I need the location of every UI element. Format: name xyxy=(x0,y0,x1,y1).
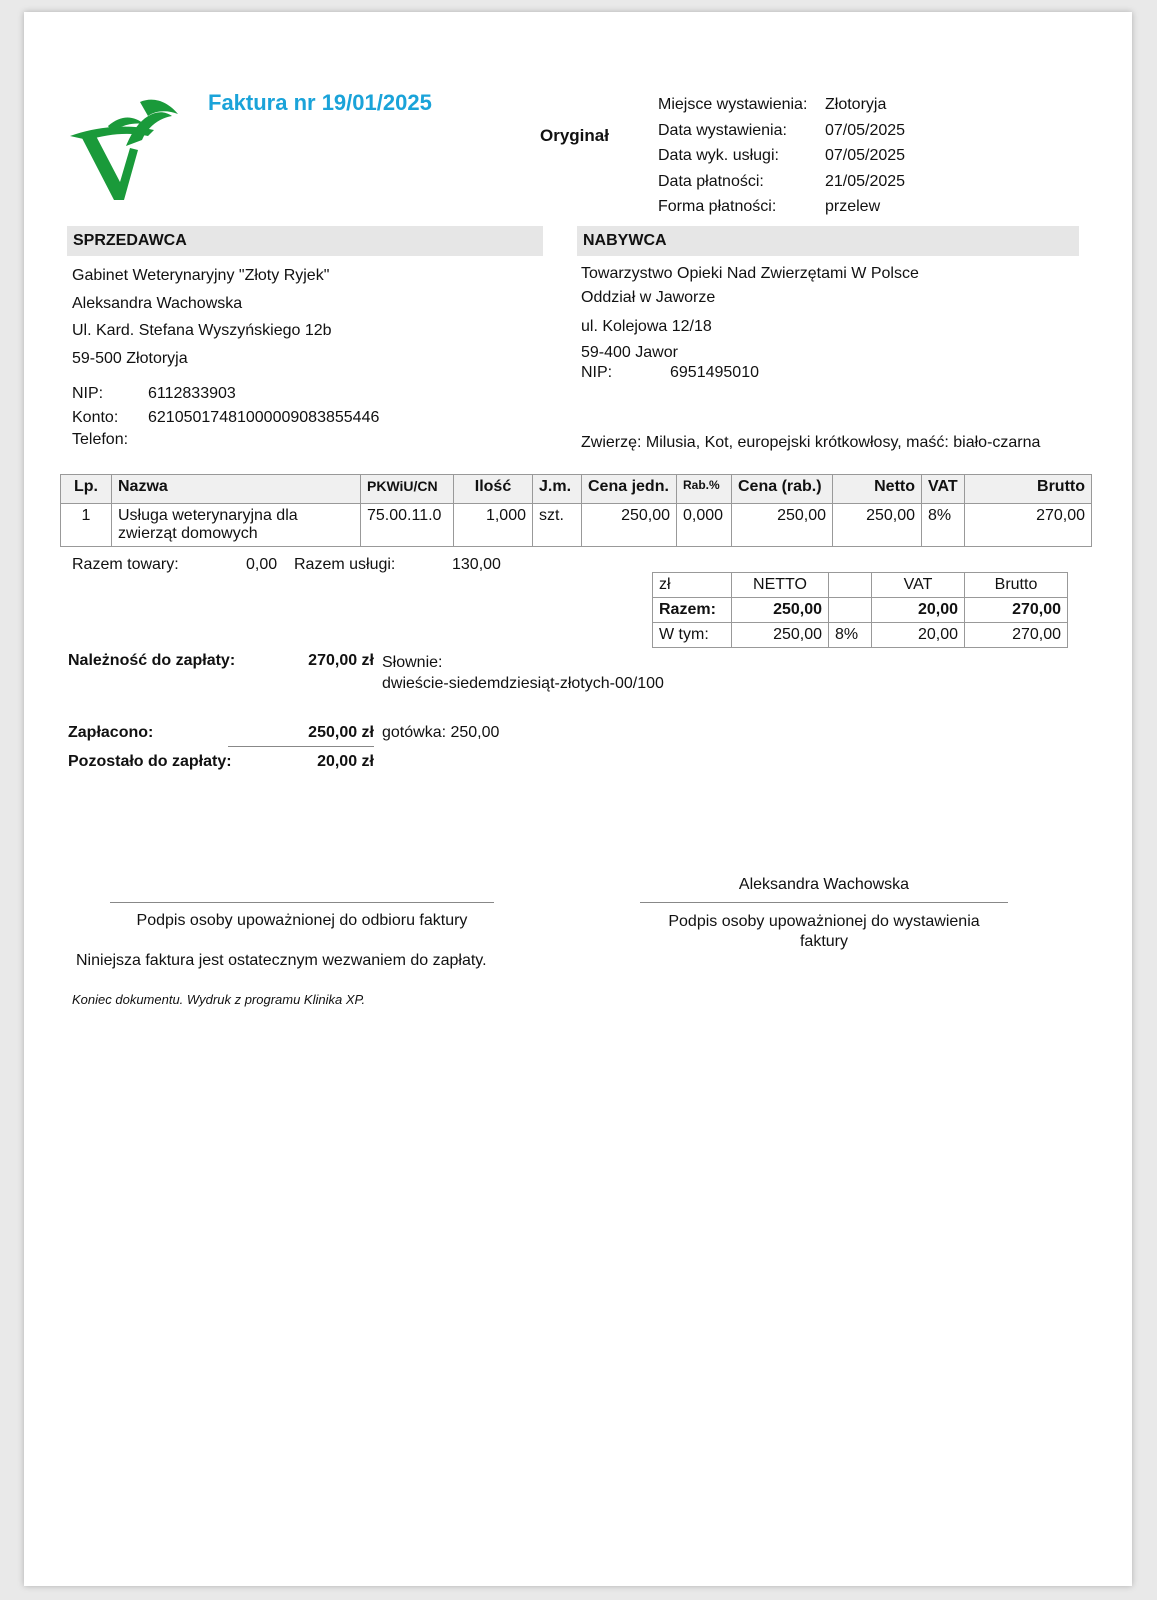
animal-info: Zwierzę: Milusia, Kot, europejski krótkowłosy, maść: biało-czarna xyxy=(581,434,1041,451)
summary-head: zł xyxy=(653,573,732,598)
seller-phone-label: Telefon: xyxy=(72,431,129,448)
copy-label: Oryginał xyxy=(540,126,609,145)
summary-total-empty xyxy=(829,598,872,623)
seller-heading: SPRZEDAWCA xyxy=(73,232,187,249)
col-lp: Lp. xyxy=(61,475,112,504)
summary-total-vat: 20,00 xyxy=(872,598,965,623)
summary-incl-row xyxy=(653,623,1068,648)
meta-labels xyxy=(658,92,807,220)
issuer-name: Aleksandra Wachowska xyxy=(738,876,910,893)
seller-name: Gabinet Weterynaryjny "Złoty Ryjek" xyxy=(72,267,330,284)
paid-detail: gotówka: 250,00 xyxy=(382,724,500,741)
seller-person: Aleksandra Wachowska xyxy=(72,294,243,312)
summary-incl-gross: 270,00 xyxy=(965,623,1068,648)
summary-incl-net: 250,00 xyxy=(732,623,829,648)
summary-head: NETTO xyxy=(732,573,829,598)
row-name-line: zwierząt domowych xyxy=(118,525,258,542)
paid-divider xyxy=(228,746,374,747)
row-discount: 0,000 xyxy=(677,504,732,547)
invoice-title: Faktura nr 19/01/2025 xyxy=(208,90,432,115)
totals-services-label: Razem usługi: xyxy=(294,556,396,573)
summary-total-row xyxy=(653,598,1068,623)
paid-value: 250,00 zł xyxy=(308,724,374,741)
col-unit: J.m. xyxy=(533,475,582,504)
buyer-header xyxy=(577,226,1079,256)
col-net: Netto xyxy=(833,475,922,504)
row-name-line: Usługa weterynaryjna dla xyxy=(118,507,298,524)
final-notice: Niniejsza faktura jest ostatecznym wezwaniem do zapłaty. xyxy=(76,952,487,969)
col-pkwiu: PKWiU/CN xyxy=(361,475,454,504)
issuer-signature-line xyxy=(640,902,1008,903)
meta-label: Data płatności: xyxy=(658,172,764,190)
document-footer: Koniec dokumentu. Wydruk z programu Klinika XP. xyxy=(72,992,366,1007)
totals-goods-value: 0,00 xyxy=(246,556,278,573)
col-name: Nazwa xyxy=(112,475,361,504)
table-row xyxy=(61,504,1092,547)
summary-head xyxy=(829,573,872,598)
buyer-block xyxy=(581,262,919,310)
seller-account: 62105017481000009083855446 xyxy=(148,409,380,426)
meta-label: Miejsce wystawienia: xyxy=(658,96,808,113)
invoice-page xyxy=(24,12,1132,1586)
paid-label: Zapłacono: xyxy=(68,724,154,741)
vat-summary-table xyxy=(652,572,1068,648)
summary-head: Brutto xyxy=(965,573,1068,598)
remaining-label: Pozostało do zapłaty: xyxy=(68,753,232,770)
col-discount: Rab.% xyxy=(677,475,732,504)
seller-street: Ul. Kard. Stefana Wyszyńskiego 12b xyxy=(72,322,332,339)
seller-block xyxy=(72,262,332,372)
receiver-caption: Podpis osoby upoważnionej do odbioru faktury xyxy=(136,912,468,929)
meta-value-payment-form: przelew xyxy=(825,198,881,215)
buyer-heading: NABYWCA xyxy=(583,232,667,249)
meta-label: Data wystawienia: xyxy=(658,121,787,139)
seller-account-label: Konto: xyxy=(72,409,119,426)
summary-incl-label: W tym: xyxy=(653,623,732,648)
buyer-name: Towarzystwo Opieki Nad Zwierzętami W Polsce xyxy=(581,265,919,282)
row-qty: 1,000 xyxy=(454,504,533,547)
seller-nip: 6112833903 xyxy=(148,385,236,402)
words-value: dwieście-siedemdziesiąt-złotych-00/100 xyxy=(382,675,664,692)
col-gross: Brutto xyxy=(965,475,1092,504)
buyer-street: ul. Kolejowa 12/18 xyxy=(581,318,712,335)
words-label: Słownie: xyxy=(382,654,443,671)
buyer-branch: Oddział w Jaworze xyxy=(581,289,716,306)
row-net: 250,00 xyxy=(833,504,922,547)
receiver-signature-line xyxy=(110,902,494,903)
remaining-value: 20,00 zł xyxy=(317,753,374,770)
seller-ids xyxy=(72,382,379,450)
col-qty: Ilość xyxy=(454,475,533,504)
seller-nip-label: NIP: xyxy=(72,385,104,402)
meta-label: Forma płatności: xyxy=(658,198,777,215)
col-price-disc: Cena (rab.) xyxy=(732,475,833,504)
row-price: 250,00 xyxy=(582,504,677,547)
meta-value-issue-date: 07/05/2025 xyxy=(825,121,906,139)
issuer-caption-line: faktury xyxy=(799,933,848,950)
summary-incl-rate: 8% xyxy=(829,623,872,648)
row-gross: 270,00 xyxy=(965,504,1092,547)
due-label: Należność do zapłaty: xyxy=(68,652,236,669)
row-price-disc: 250,00 xyxy=(732,504,833,547)
items-header-row xyxy=(61,475,1092,504)
meta-value-payment-date: 21/05/2025 xyxy=(825,172,906,190)
amount-in-words xyxy=(382,652,664,694)
totals-services-value: 130,00 xyxy=(452,556,501,573)
meta-label: Data wyk. usługi: xyxy=(658,147,779,164)
seller-header xyxy=(67,226,543,256)
totals-goods-label: Razem towary: xyxy=(72,556,179,573)
items-table xyxy=(60,474,1092,547)
due-value: 270,00 zł xyxy=(308,652,374,669)
row-name xyxy=(112,504,361,547)
buyer-city: 59-400 Jawor xyxy=(581,344,678,361)
summary-head-row xyxy=(653,573,1068,598)
row-lp: 1 xyxy=(61,504,112,547)
buyer-address xyxy=(581,314,712,366)
row-pkwiu: 75.00.11.0 xyxy=(361,504,454,547)
meta-values xyxy=(825,92,905,220)
summary-head: VAT xyxy=(872,573,965,598)
col-vat: VAT xyxy=(922,475,965,504)
meta-value-service-date: 07/05/2025 xyxy=(825,147,906,164)
row-unit: szt. xyxy=(533,504,582,547)
buyer-nip: 6951495010 xyxy=(670,364,759,381)
issuer-caption xyxy=(640,912,1008,952)
summary-total-gross: 270,00 xyxy=(965,598,1068,623)
row-vat: 8% xyxy=(922,504,965,547)
summary-total-label: Razem: xyxy=(653,598,732,623)
buyer-nip-label: NIP: xyxy=(581,364,613,381)
summary-total-net: 250,00 xyxy=(732,598,829,623)
summary-incl-vat: 20,00 xyxy=(872,623,965,648)
clinic-logo xyxy=(68,96,184,204)
meta-value-place: Złotoryja xyxy=(825,96,887,113)
buyer-nip-row xyxy=(581,364,759,382)
col-price: Cena jedn. xyxy=(582,475,677,504)
seller-city: 59-500 Złotoryja xyxy=(72,349,188,367)
issuer-caption-line: Podpis osoby upoważnionej do wystawienia xyxy=(668,913,980,930)
